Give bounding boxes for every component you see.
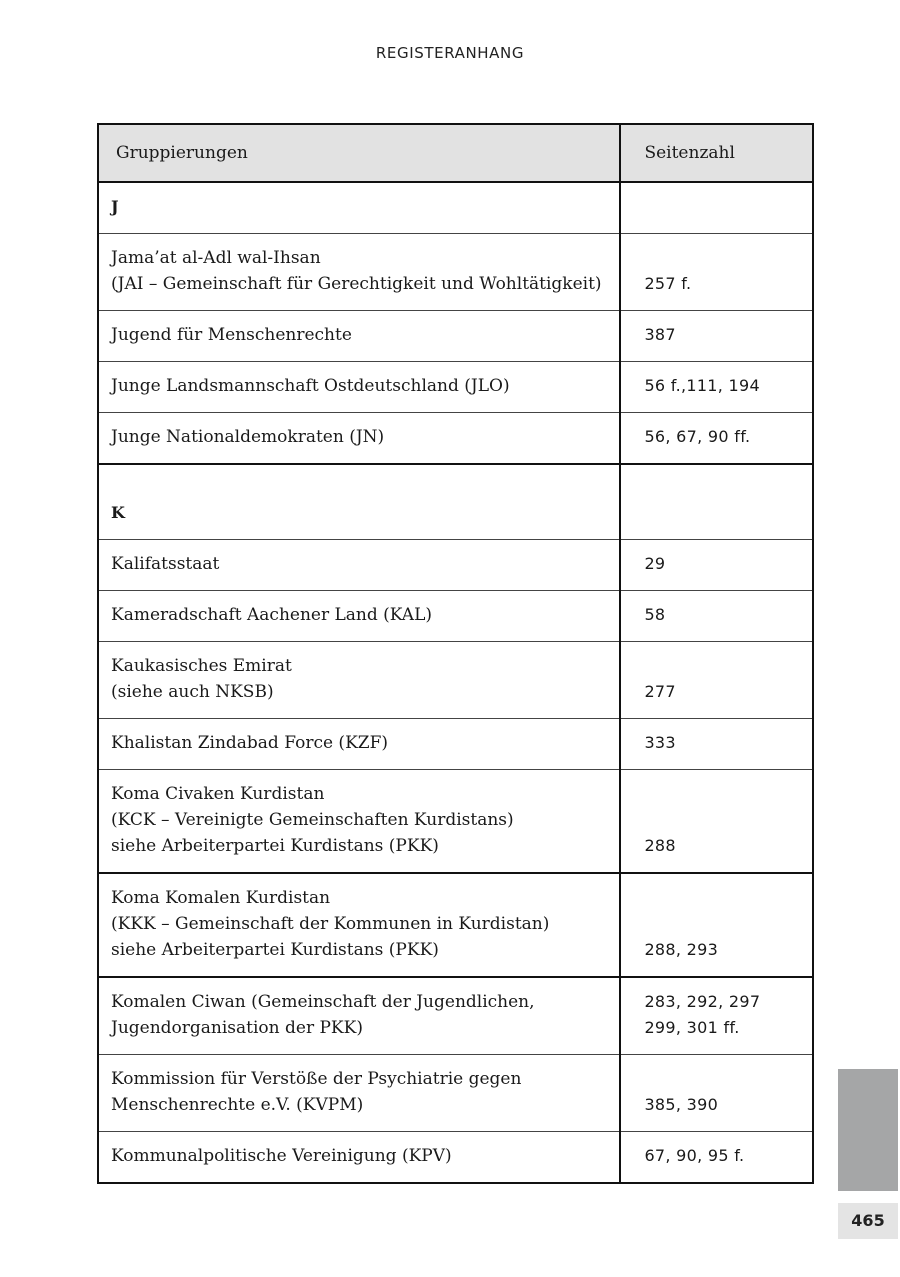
page-refs: 333 xyxy=(644,733,676,752)
page-refs: 67, 90, 95 f. xyxy=(644,1146,745,1165)
column-header-groups: Gruppierungen xyxy=(98,124,620,182)
page-cell xyxy=(620,1132,813,1184)
page-refs: 58 xyxy=(644,605,666,624)
letter-row-j xyxy=(98,182,813,234)
group-name-line: Koma Komalen Kurdistan xyxy=(111,888,331,908)
table-header-row xyxy=(98,124,813,182)
page-refs: 385, 390 xyxy=(644,1095,719,1114)
letter-heading xyxy=(98,464,620,540)
group-name-cell xyxy=(98,540,620,591)
group-name-line: Koma Civaken Kurdistan xyxy=(111,784,325,804)
page-cell xyxy=(620,719,813,770)
letter-text: K xyxy=(111,503,125,522)
page-refs: 277 xyxy=(644,682,676,701)
group-name-cell xyxy=(98,642,620,719)
group-name-line: Menschenrechte e.V. (KVPM) xyxy=(111,1095,364,1115)
letter-heading xyxy=(98,182,620,234)
table-row xyxy=(98,362,813,413)
group-name-line: Komalen Ciwan (Gemeinschaft der Jugendlichen, xyxy=(111,992,535,1012)
page-cell xyxy=(620,182,813,234)
group-name-line: Kameradschaft Aachener Land (KAL) xyxy=(111,605,432,625)
group-name-line: Kommunalpolitische Vereinigung (KPV) xyxy=(111,1146,452,1166)
chapter-tab-marker xyxy=(838,1069,898,1191)
page-cell xyxy=(620,642,813,719)
group-name-line: siehe Arbeiterpartei Kurdistans (PKK) xyxy=(111,940,439,960)
page-cell xyxy=(620,413,813,465)
page-cell xyxy=(620,770,813,874)
page-cell xyxy=(620,977,813,1055)
group-name-line: Kaukasisches Emirat xyxy=(111,656,292,676)
group-name-cell xyxy=(98,873,620,977)
page-refs: 288 xyxy=(644,836,676,855)
page-cell xyxy=(620,362,813,413)
table-row xyxy=(98,1132,813,1184)
group-name-cell xyxy=(98,311,620,362)
table-row xyxy=(98,642,813,719)
page-cell xyxy=(620,234,813,311)
table-row xyxy=(98,234,813,311)
group-name-line: Jama’at al-Adl wal-Ihsan xyxy=(111,248,321,268)
page-cell xyxy=(620,540,813,591)
page-refs: 56 f.,111, 194 xyxy=(644,376,760,395)
group-name-line: Kalifatsstaat xyxy=(111,554,220,574)
table-row xyxy=(98,311,813,362)
letter-text: J xyxy=(111,197,119,216)
table-row xyxy=(98,591,813,642)
index-table xyxy=(97,123,814,1184)
group-name-line: Junge Landsmannschaft Ostdeutschland (JLO) xyxy=(111,376,510,396)
group-name-line: Jugend für Menschenrechte xyxy=(111,325,352,345)
table-body xyxy=(98,182,813,1183)
table-row xyxy=(98,540,813,591)
letter-row-k xyxy=(98,464,813,540)
group-name-line: Jugendorganisation der PKK) xyxy=(111,1018,363,1038)
group-name-cell xyxy=(98,770,620,874)
running-head: REGISTERANHANG xyxy=(375,44,525,62)
page-cell xyxy=(620,311,813,362)
table-row xyxy=(98,873,813,977)
page-cell xyxy=(620,873,813,977)
page-refs: 257 f. xyxy=(644,274,692,293)
table-row xyxy=(98,413,813,465)
group-name-cell xyxy=(98,977,620,1055)
page-refs: 29 xyxy=(644,554,666,573)
group-name-cell xyxy=(98,413,620,465)
page-refs: 283, 292, 297 xyxy=(644,992,761,1011)
table-row xyxy=(98,719,813,770)
group-name-line: Khalistan Zindabad Force (KZF) xyxy=(111,733,389,753)
page-number: 465 xyxy=(838,1203,898,1239)
table-row xyxy=(98,977,813,1055)
group-name-cell xyxy=(98,362,620,413)
group-name-line: (KKK – Gemeinschaft der Kommunen in Kurdistan) xyxy=(111,914,550,934)
group-name-line: Kommission für Verstöße der Psychiatrie gegen xyxy=(111,1069,522,1089)
group-name-line: (JAI – Gemeinschaft für Gerechtigkeit und Wohltätigkeit) xyxy=(111,274,602,294)
group-name-cell xyxy=(98,234,620,311)
group-name-line: (KCK – Vereinigte Gemeinschaften Kurdistans) xyxy=(111,810,514,830)
page-cell xyxy=(620,1055,813,1132)
page-refs: 288, 293 xyxy=(644,940,719,959)
page-refs: 56, 67, 90 ff. xyxy=(644,427,751,446)
page-refs: 299, 301 ff. xyxy=(644,1018,740,1037)
table-row xyxy=(98,770,813,874)
group-name-cell xyxy=(98,1055,620,1132)
page-cell xyxy=(620,464,813,540)
table-row xyxy=(98,1055,813,1132)
group-name-cell xyxy=(98,591,620,642)
group-name-cell xyxy=(98,719,620,770)
group-name-cell xyxy=(98,1132,620,1184)
column-header-pages: Seitenzahl xyxy=(620,124,813,182)
page-cell xyxy=(620,591,813,642)
page-refs: 387 xyxy=(644,325,676,344)
group-name-line: Junge Nationaldemokraten (JN) xyxy=(111,427,385,447)
group-name-line: siehe Arbeiterpartei Kurdistans (PKK) xyxy=(111,836,439,856)
group-name-line: (siehe auch NKSB) xyxy=(111,682,274,702)
